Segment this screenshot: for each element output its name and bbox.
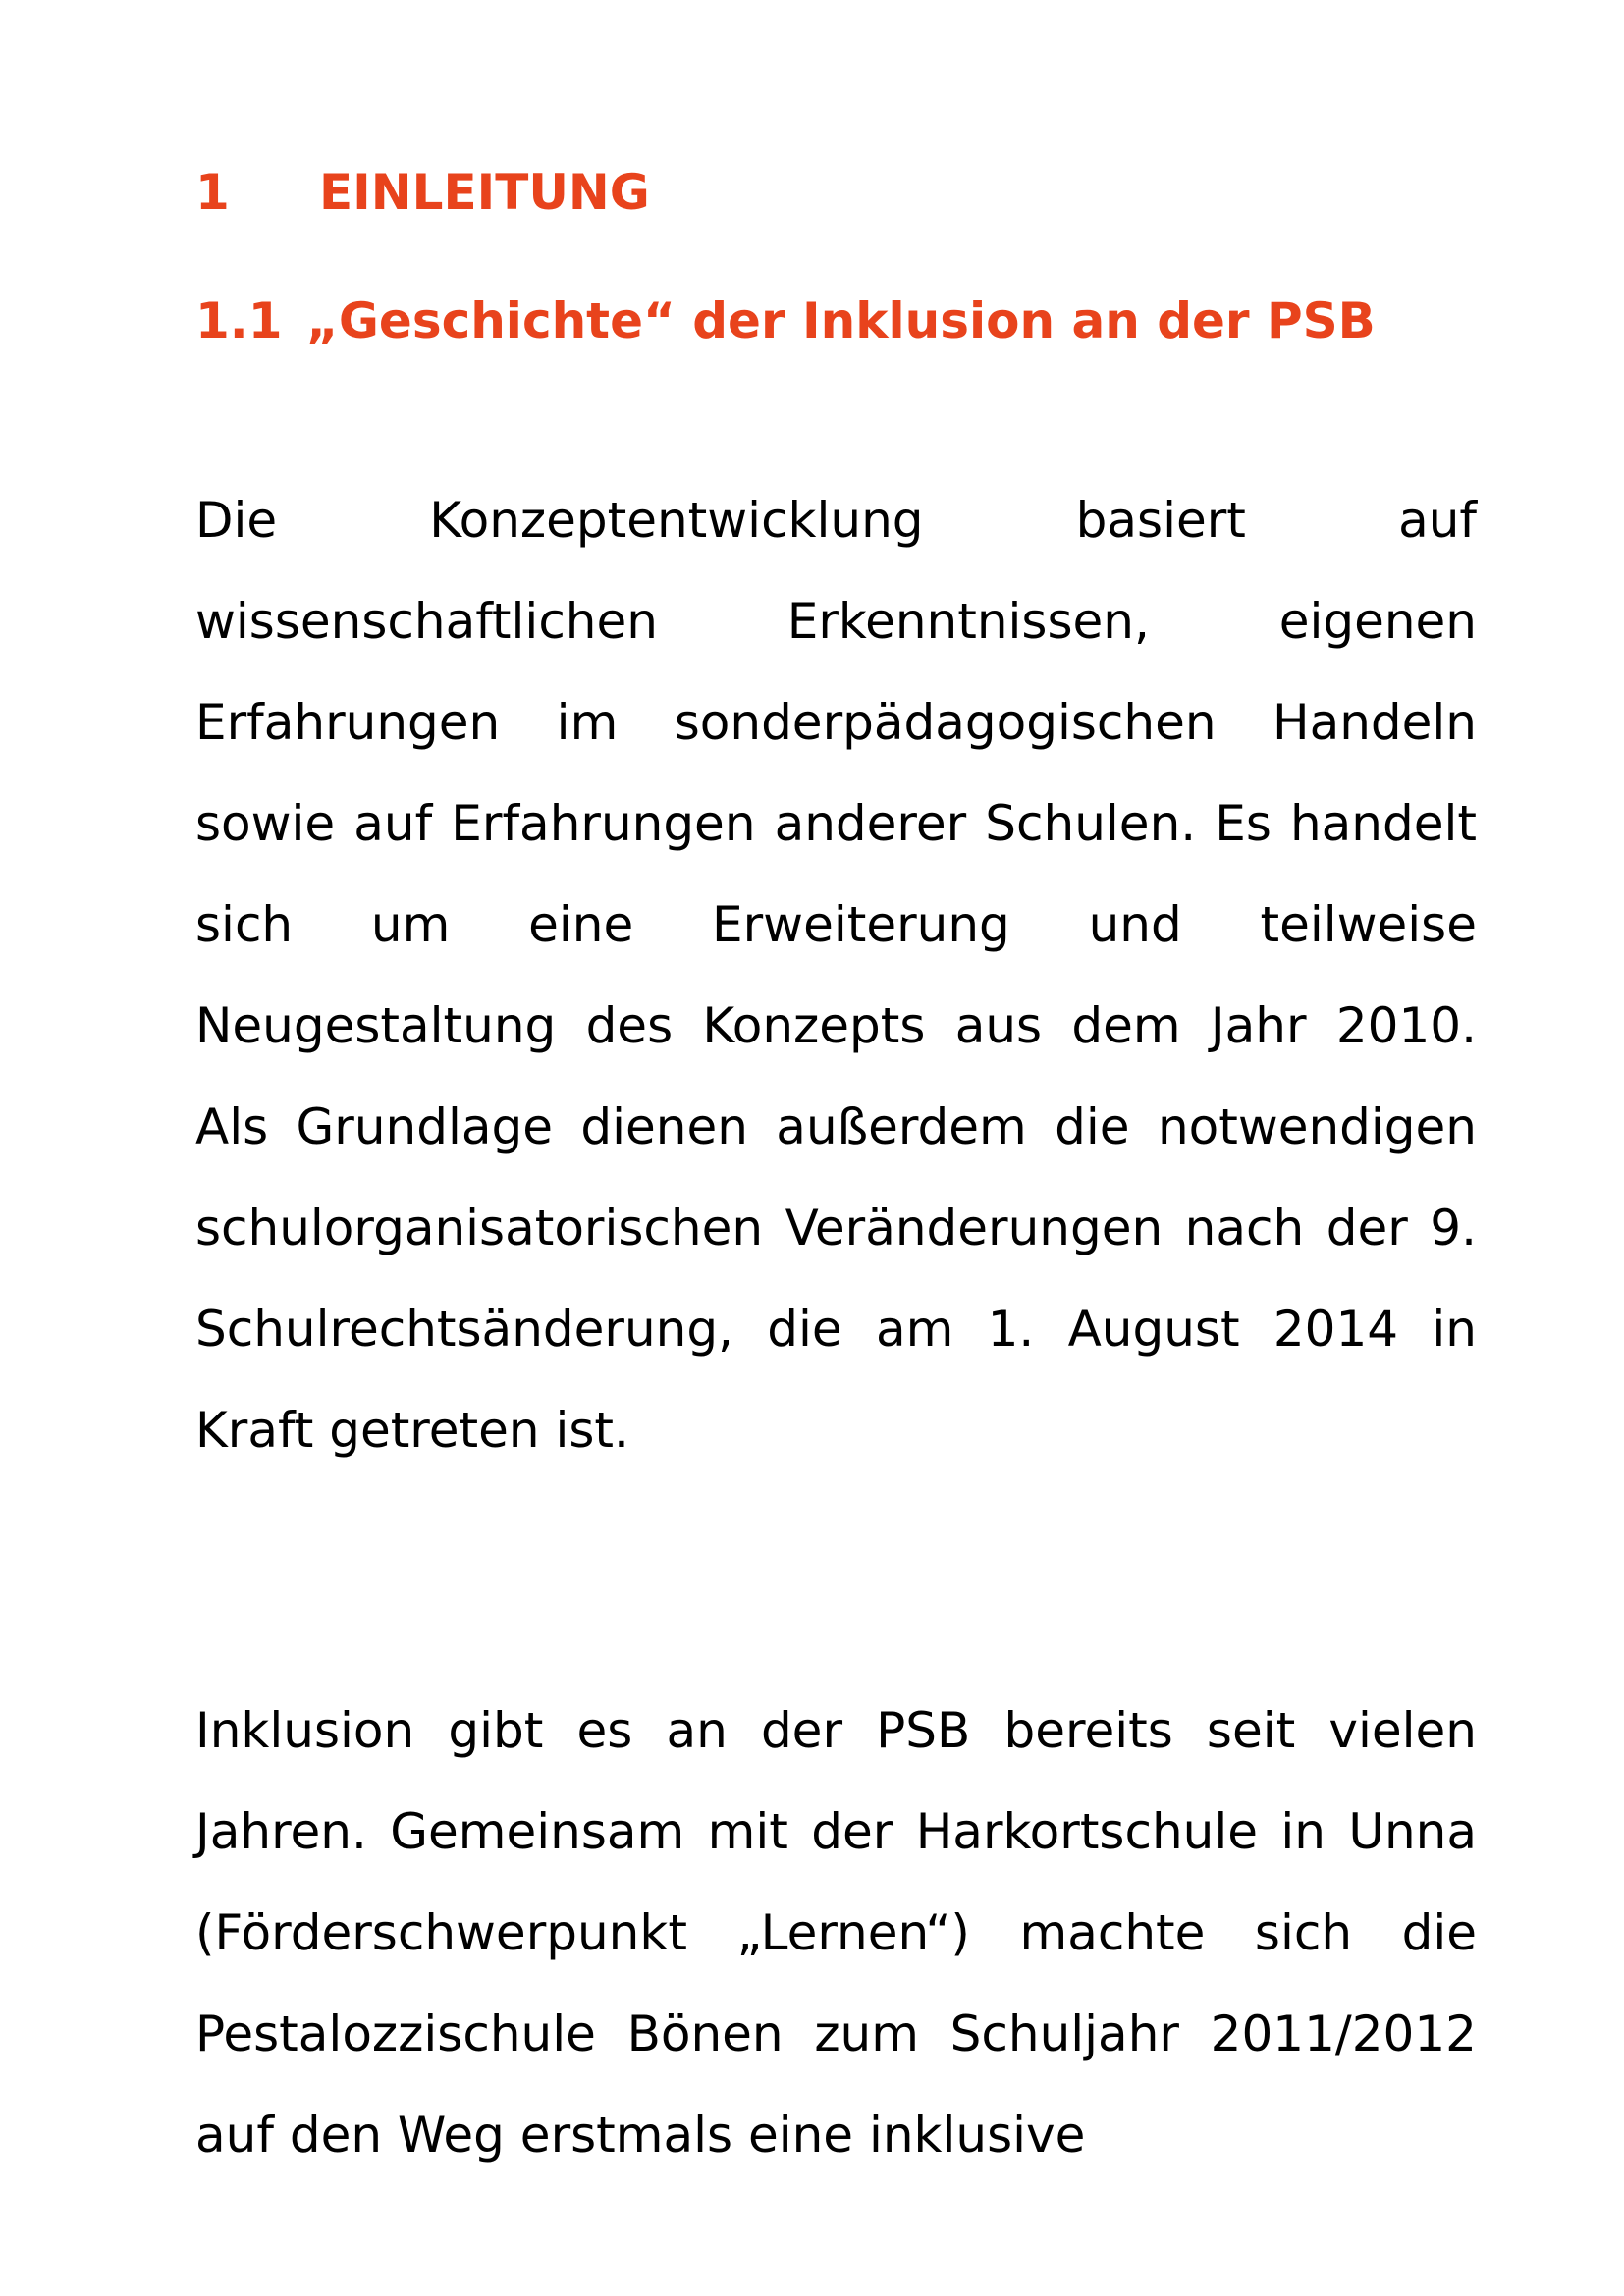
paragraph-concept-development: Die Konzeptentwicklung basiert auf wissenschaftlichen Erkenntnissen, eigenen Erfahrungen im sonderpädagogischen Handeln sowie auf Erfahrungen anderer Schulen. Es handelt sich um eine Erweiterung und teilweise Neugestaltung des Konzepts aus dem Jahr 2010. Als Grundlage dienen außerdem die notwendigen schulorganisatorischen Veränderungen nach der 9. Schulrechtsänderung, die am 1. August 2014 in Kraft getreten ist. xyxy=(195,492,1477,1459)
paragraph-inclusion-history: Inklusion gibt es an der PSB bereits seit vielen Jahren. Gemeinsam mit der Harkortschule in Unna (Förderschwerpunkt „Lernen“) machte sich die Pestalozzischule Bönen zum Schuljahr 2011/2012 auf den Weg erstmals eine inklusive xyxy=(195,1702,1477,2163)
chapter-title: EINLEITUNG xyxy=(319,164,650,221)
section-number: 1.1 xyxy=(195,293,283,349)
section-title: „Geschichte“ der Inklusion an der PSB xyxy=(306,293,1376,349)
chapter-number: 1 xyxy=(195,164,230,221)
section-heading xyxy=(195,286,1376,356)
chapter-heading xyxy=(195,157,650,228)
